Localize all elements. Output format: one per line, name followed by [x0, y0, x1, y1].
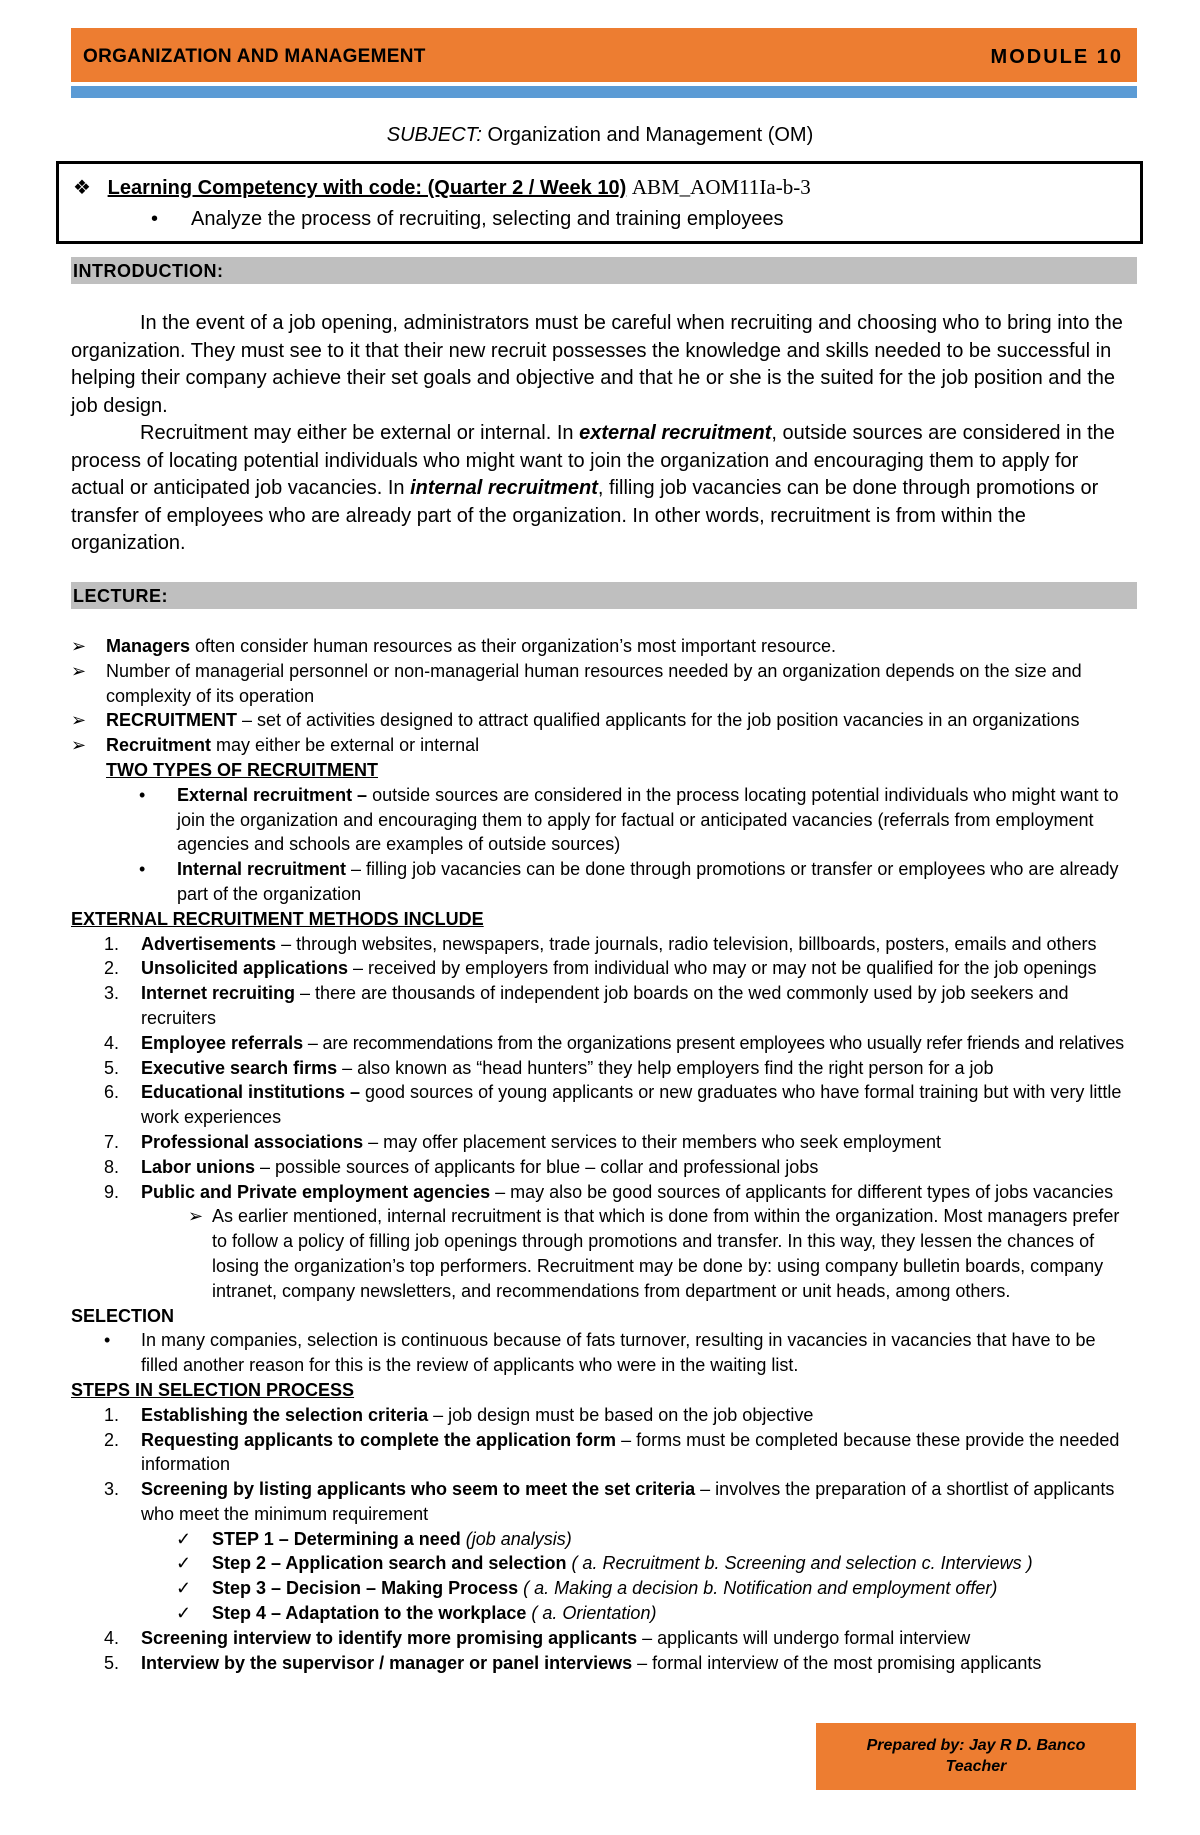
check-icon: ✓	[176, 1603, 192, 1624]
subject-label: SUBJECT:	[386, 124, 482, 146]
item-text: outside sources are considered in the process locating potential individuals who might want to join the organization and encouraging them to apply for factual or anticipated vacancies (referrals from employment agencies and schools are examples of outside sources)	[177, 784, 1119, 855]
header-divider	[71, 86, 1137, 98]
section-introduction	[71, 257, 1137, 284]
item-term: STEP 1 – Determining a need	[212, 1528, 461, 1549]
competency-item-text: Analyze the process of recruiting, selecting and training employees	[191, 208, 784, 230]
step-item	[71, 1403, 1137, 1428]
check-item	[71, 1601, 1137, 1626]
step-item	[71, 1477, 1137, 1527]
list-item	[71, 857, 1137, 907]
arrow-icon: ➢	[71, 735, 87, 756]
heading-selection: SELECTION	[71, 1305, 175, 1326]
item-text: – may also be good sources of applicants for different types of jobs vacancies	[490, 1181, 1114, 1202]
intro-p2-text: , filling job vacancies can be done through promotions or transfer of employees who are already part of the organization. In other words, recruitment is from within the organization.	[71, 477, 1099, 554]
intro-paragraph-1	[71, 310, 1137, 420]
check-icon: ✓	[176, 1553, 192, 1574]
heading-steps-selection: STEPS IN SELECTION PROCESS	[71, 1379, 355, 1400]
header-module: MODULE 10	[990, 46, 1123, 68]
item-term: Step 4 – Adaptation to the workplace	[212, 1603, 527, 1624]
section-heading: INTRODUCTION:	[73, 261, 224, 281]
item-term: Managers	[106, 636, 191, 656]
item-text: – job design must be based on the job objective	[428, 1404, 814, 1425]
item-text: – there are thousands of independent job boards on the wed commonly used by job seekers and recruiters	[141, 983, 1069, 1028]
list-item	[71, 659, 1137, 709]
item-text: – formal interview of the most promising applicants	[632, 1652, 1042, 1673]
subject-value: Organization and Management (OM)	[487, 124, 814, 146]
competency-code: ABM_AOM11Ia-b-3	[631, 175, 811, 199]
step-item	[71, 1428, 1137, 1478]
bullet-icon: •	[151, 208, 159, 230]
list-item	[71, 783, 1137, 857]
item-term: Executive search firms	[141, 1057, 338, 1078]
item-number: 6.	[104, 1082, 120, 1103]
item-term: Step 3 – Decision – Making Process	[212, 1578, 519, 1599]
item-number: 2.	[104, 1429, 120, 1450]
step-item	[71, 1651, 1137, 1676]
item-text: – are recommendations from the organizations present employees who usually refer friends and relatives	[303, 1032, 1124, 1053]
heading-external-methods: EXTERNAL RECRUITMENT METHODS INCLUDE	[71, 908, 484, 929]
method-item	[71, 956, 1137, 981]
intro-paragraph-2	[71, 420, 1137, 558]
item-text: – possible sources of applicants for blue – collar and professional jobs	[255, 1156, 819, 1177]
competency-label: Learning Competency with code: (Quarter 2 / Week 10)	[107, 177, 627, 199]
subject-line	[0, 124, 1200, 147]
method-item	[71, 932, 1137, 957]
item-term: Interview by the supervisor / manager or panel interviews	[141, 1652, 633, 1673]
item-number: 9.	[104, 1181, 120, 1202]
item-term: Labor unions	[141, 1156, 255, 1177]
item-term: Internal recruitment	[177, 859, 347, 880]
check-item	[71, 1527, 1137, 1552]
item-number: 7.	[104, 1131, 120, 1152]
item-text: – filling job vacancies can be done through promotions or transfer or employees who are already part of the organization	[177, 859, 1119, 904]
arrow-icon: ➢	[188, 1206, 204, 1227]
item-text: – received by employers from individual who may or may not be qualified for the job openings	[348, 958, 1097, 979]
bullet-icon: •	[139, 784, 146, 805]
item-term: Unsolicited applications	[141, 958, 349, 979]
item-text: – forms must be completed because these provide the needed information	[141, 1429, 1120, 1475]
competency-item	[151, 208, 784, 231]
item-term: Professional associations	[141, 1131, 364, 1152]
competency-box	[56, 161, 1143, 244]
method-item	[71, 981, 1137, 1031]
arrow-icon: ➢	[71, 710, 87, 731]
method-item	[71, 1031, 1137, 1056]
item-term: Requesting applicants to complete the application form	[141, 1429, 617, 1450]
arrow-icon: ➢	[71, 660, 87, 681]
list-item	[71, 708, 1137, 733]
list-item	[71, 1328, 1137, 1378]
item-term: Establishing the selection criteria	[141, 1404, 429, 1425]
item-number: 3.	[104, 983, 120, 1004]
intro-p1-text: In the event of a job opening, administrators must be careful when recruiting and choosing who to bring into the organization. They must see to it that their new recruit possesses the knowledge and skills needed to be successful in helping their company achieve their set goals and objective and that he or she is the suited for the job position and the job design.	[71, 312, 1123, 417]
intro-p2-text: Recruitment may either be external or internal. In	[140, 422, 580, 444]
item-number: 1.	[104, 1404, 120, 1425]
intro-p2-text: , outside sources are considered in the process of locating potential individuals who might want to join the organization and encouraging them to apply for actual or anticipated job vacancies. In	[71, 422, 1115, 499]
item-text: ( a. Making a decision b. Notification and employment offer)	[518, 1578, 998, 1599]
item-text: good sources of young applicants or new graduates who have formal training but with very little work experiences	[141, 1082, 1122, 1128]
check-icon: ✓	[176, 1528, 192, 1549]
list-item	[71, 634, 1137, 659]
prepared-by: Prepared by: Jay R D. Banco	[866, 1737, 1086, 1754]
term-external-recruitment: external recruitment	[579, 422, 772, 444]
item-term: Employee referrals	[141, 1032, 304, 1053]
prepared-by-box	[816, 1723, 1136, 1790]
method-item	[71, 1155, 1137, 1180]
item-term: Screening interview to identify more promising applicants	[141, 1627, 638, 1648]
item-term: Educational institutions –	[141, 1082, 361, 1103]
item-text: – through websites, newspapers, trade journals, radio television, billboards, posters, emails and others	[276, 933, 1097, 954]
module-header	[71, 28, 1137, 82]
item-number: 4.	[104, 1032, 120, 1053]
item-text: – may offer placement services to their members who seek employment	[363, 1131, 942, 1152]
item-number: 1.	[104, 933, 120, 954]
check-icon: ✓	[176, 1578, 192, 1599]
item-text: In many companies, selection is continuous because of fats turnover, resulting in vacancies in vacancies that have to be filled another reason for this is the review of applicants who were in the waiting list.	[141, 1330, 1096, 1376]
item-number: 4.	[104, 1627, 120, 1648]
method-item	[71, 1180, 1137, 1205]
item-term: Step 2 – Application search and selection	[212, 1553, 567, 1574]
item-text: – involves the preparation of a shortlist of applicants who meet the minimum requirement	[141, 1479, 1115, 1524]
step-item	[71, 1626, 1137, 1651]
internal-note	[71, 1204, 1137, 1303]
term-internal-recruitment: internal recruitment	[410, 477, 598, 499]
bullet-icon: •	[104, 1330, 111, 1351]
prepared-by-role: Teacher	[945, 1758, 1007, 1775]
item-text: – applicants will undergo formal interview	[637, 1627, 971, 1648]
item-number: 2.	[104, 958, 120, 979]
list-item	[71, 733, 1137, 758]
item-text: may either be external or internal	[211, 735, 480, 756]
method-item	[71, 1056, 1137, 1081]
check-item	[71, 1551, 1137, 1576]
section-heading: LECTURE:	[73, 586, 168, 606]
competency-title	[73, 175, 811, 200]
item-term: Advertisements	[141, 933, 277, 954]
item-text: ( a. Recruitment b. Screening and selection c. Interviews )	[566, 1553, 1033, 1574]
item-number: 5.	[104, 1057, 120, 1078]
diamond-icon: ❖	[73, 177, 91, 199]
item-term: Recruitment	[106, 735, 212, 756]
item-term: Public and Private employment agencies	[141, 1181, 491, 1202]
item-term: External recruitment –	[177, 784, 368, 805]
item-text: often consider human resources as their organization’s most important resource.	[190, 636, 837, 656]
item-text: – set of activities designed to attract qualified applicants for the job position vacancies in an organizations	[237, 710, 1080, 731]
method-item	[71, 1080, 1137, 1130]
header-title: ORGANIZATION AND MANAGEMENT	[83, 46, 426, 67]
item-text: (job analysis)	[460, 1528, 572, 1549]
lecture-body	[71, 634, 1137, 1675]
arrow-icon: ➢	[71, 636, 87, 656]
item-text: ( a. Orientation)	[526, 1603, 657, 1624]
item-number: 3.	[104, 1479, 120, 1500]
bullet-icon: •	[139, 859, 146, 880]
item-text: As earlier mentioned, internal recruitment is that which is done from within the organization. Most managers prefer to follow a policy of filling job openings through promotions and transfer. In this way, they lessen the chances of losing the organization’s top performers. Recruitment may be done by: using company bulletin boards, company intranet, company newsletters, and recommendations from department or unit heads, among others.	[212, 1206, 1120, 1301]
item-term: Internet recruiting	[141, 983, 296, 1004]
subheading-two-types: TWO TYPES OF RECRUITMENT	[106, 759, 378, 780]
item-text: Number of managerial personnel or non-managerial human resources needed by an organization depends on the size and complexity of its operation	[106, 660, 1082, 706]
item-number: 5.	[104, 1652, 120, 1673]
method-item	[71, 1130, 1137, 1155]
item-term: RECRUITMENT	[106, 710, 237, 731]
item-number: 8.	[104, 1156, 120, 1177]
check-item	[71, 1576, 1137, 1601]
item-term: Screening by listing applicants who seem to meet the set criteria	[141, 1479, 696, 1500]
section-lecture	[71, 582, 1137, 609]
item-text: – also known as “head hunters” they help employers find the right person for a job	[337, 1057, 994, 1078]
